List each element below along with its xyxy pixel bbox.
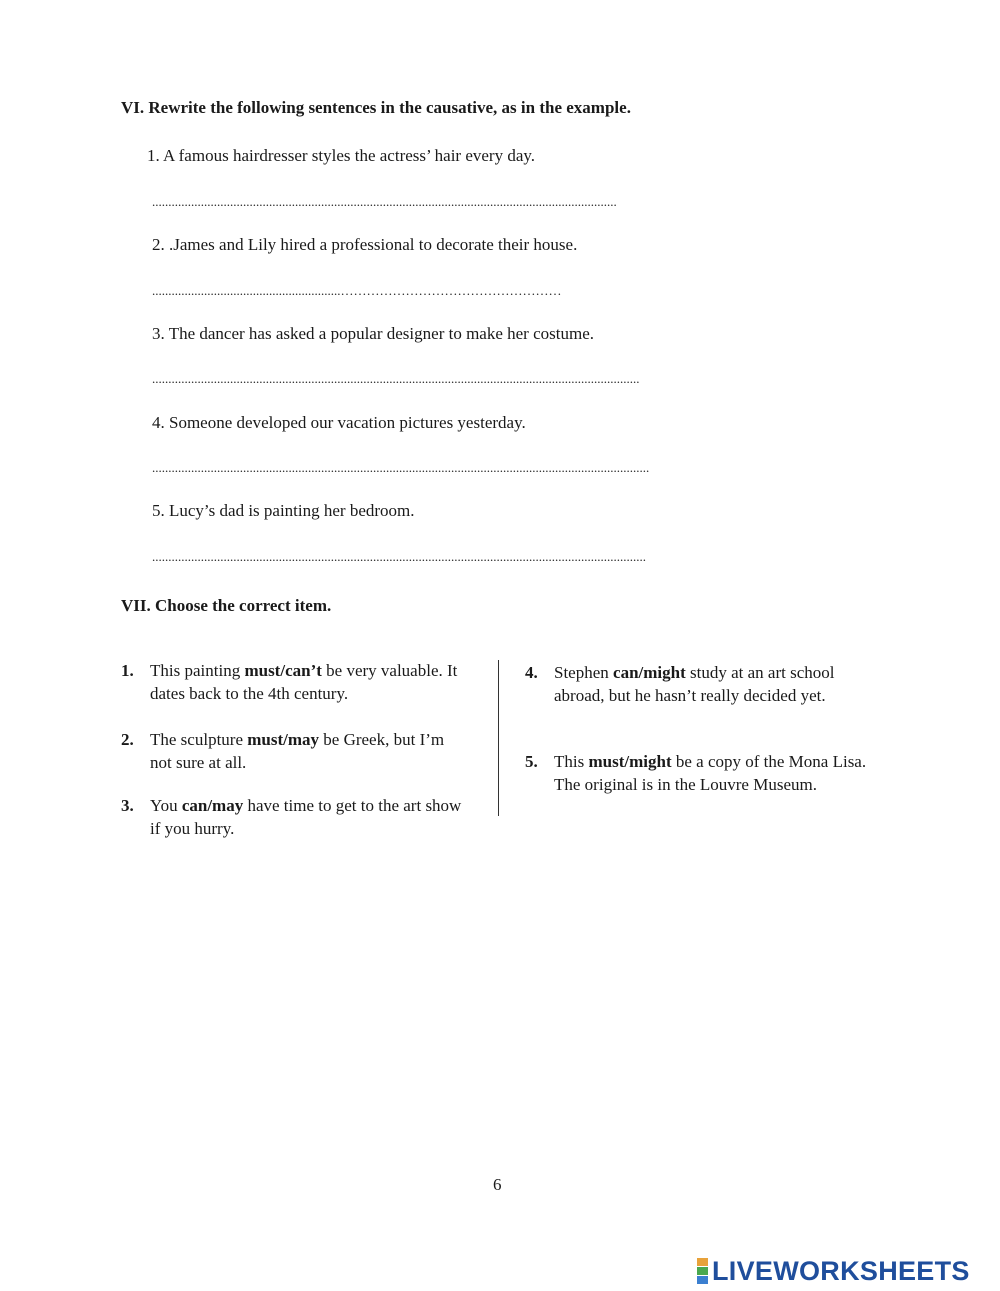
logo-text: LIVEWORKSHEETS [712, 1255, 970, 1286]
page-number: 6 [493, 1175, 502, 1194]
logo-block [697, 1276, 708, 1284]
sentence-5: 5. Lucy’s dad is painting her bedroom. [152, 501, 415, 520]
liveworksheets-logo[interactable] [697, 1256, 970, 1286]
choice-option[interactable]: can/might [613, 663, 686, 682]
item-number: 1. [121, 661, 134, 680]
item-number: 5. [525, 752, 538, 771]
answer-line-5[interactable]: ........................................................................................................................................................ [152, 549, 646, 564]
section-6-heading: VI. Rewrite the following sentences in the causative, as in the example. [121, 98, 631, 117]
choice-option[interactable]: must/may [247, 730, 320, 749]
answer-line-1[interactable]: ............................................................................................................................................... [152, 194, 617, 209]
item-number: 4. [525, 663, 538, 682]
item-number: 3. [121, 796, 134, 815]
sentence-4: 4. Someone developed our vacation pictures yesterday. [152, 413, 526, 432]
choice-option[interactable]: must/can’t [244, 661, 322, 680]
section-7-heading: VII. Choose the correct item. [121, 596, 332, 615]
answer-line-4[interactable]: ......................................................................................................................................................... [152, 460, 650, 475]
sentence-3: 3. The dancer has asked a popular designer to make her costume. [152, 324, 594, 343]
logo-block [697, 1267, 708, 1275]
column-divider [498, 660, 499, 816]
sentence-2: 2. .James and Lily hired a professional to decorate their house. [152, 235, 578, 254]
logo-icon [697, 1258, 708, 1284]
sentence-1: 1. A famous hairdresser styles the actress’ hair every day. [147, 146, 536, 165]
item-number: 2. [121, 730, 134, 749]
choice-option[interactable]: can/may [181, 796, 244, 815]
choice-option[interactable]: must/might [588, 752, 672, 771]
answer-line-2[interactable]: ..........................................................…………………………………………… [152, 283, 562, 298]
logo-block [697, 1258, 708, 1266]
answer-line-3[interactable]: ...................................................................................................................................................... [152, 371, 640, 386]
